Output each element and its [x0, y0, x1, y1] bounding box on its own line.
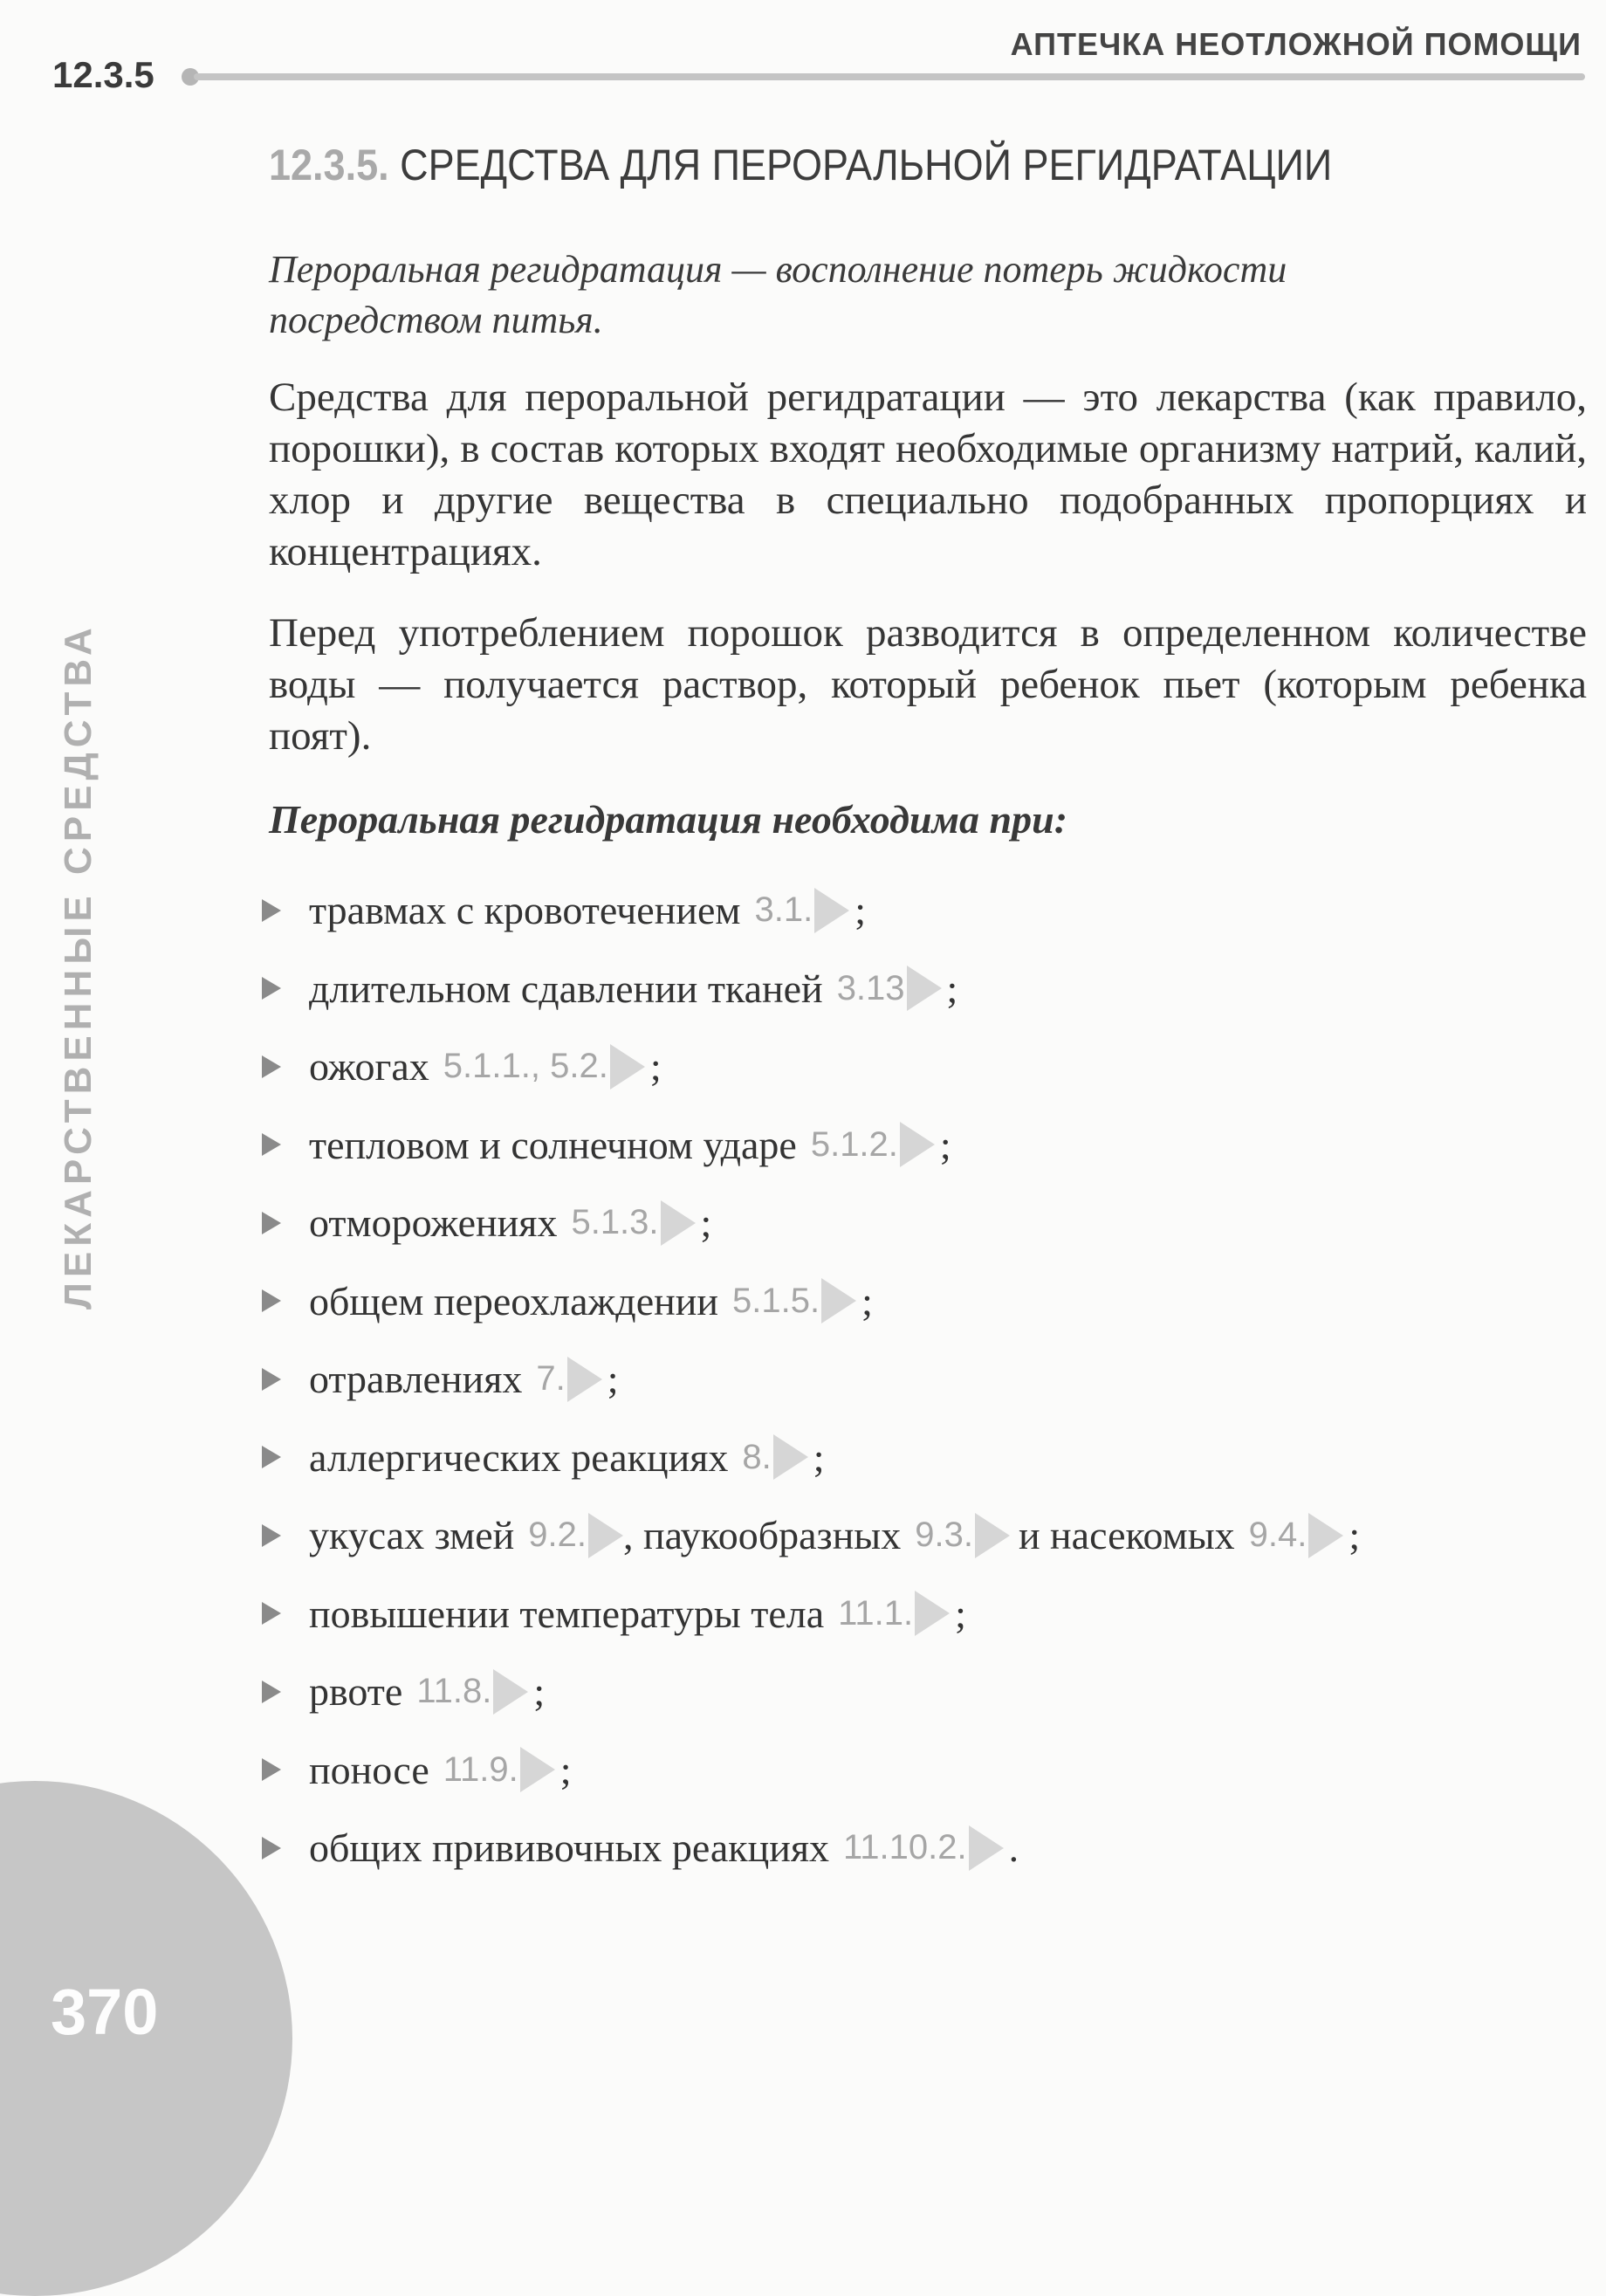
list-item-punctuation: ;: [1349, 1513, 1361, 1558]
cross-reference-link[interactable]: 5.1.1., 5.2.: [443, 1044, 645, 1090]
list-item: [258, 1184, 1360, 1262]
arrow-right-icon: [567, 1357, 602, 1402]
list-item: [258, 1106, 1360, 1185]
header-section-number: 12.3.5: [52, 54, 154, 95]
arrow-right-icon: [821, 1278, 856, 1323]
list-item: [258, 1809, 1360, 1887]
cross-reference-link[interactable]: 7.: [536, 1357, 601, 1402]
triangle-bullet-icon: [262, 1446, 281, 1468]
body-paragraph-1: Средства для пероральной регидратации — это лекарства (как правило, порошки), в состав которых входят необходимые организму натрий, калий, хлор и другие вещества в специально подобранных пропорциях и концентрациях.: [269, 375, 1587, 574]
list-item-text: общем переохлаждении: [309, 1278, 718, 1323]
header-rule: [194, 73, 1585, 80]
list-item-text: и насекомых: [1018, 1513, 1235, 1558]
cross-reference-link[interactable]: 3.13: [837, 966, 942, 1011]
arrow-right-icon: [588, 1513, 623, 1558]
triangle-bullet-icon: [262, 899, 281, 922]
list-item-text: повышении температуры тела: [309, 1591, 825, 1636]
cross-reference-link[interactable]: 11.1.: [838, 1591, 950, 1636]
list-item: [258, 1028, 1360, 1106]
triangle-bullet-icon: [262, 1289, 281, 1312]
list-item-punctuation: ;: [559, 1747, 572, 1792]
triangle-bullet-icon: [262, 1368, 281, 1391]
list-item-punctuation: ;: [533, 1669, 546, 1715]
definition-paragraph: Пероральная регидратация — восполнение потерь жидкости посредством питья.: [269, 248, 1287, 341]
list-item-punctuation: .: [1008, 1825, 1019, 1871]
list-item-text: ожогах: [309, 1044, 429, 1090]
list-item-text: отморожениях: [309, 1200, 558, 1246]
list-item: [258, 1419, 1360, 1497]
arrow-right-icon: [773, 1434, 808, 1480]
arrow-right-icon: [493, 1669, 528, 1715]
triangle-bullet-icon: [262, 1837, 281, 1859]
arrow-right-icon: [969, 1825, 1004, 1871]
section-title-number: 12.3.5.: [269, 141, 389, 189]
page-number: 370: [51, 1976, 159, 2048]
arrow-right-icon: [915, 1591, 950, 1636]
list-item-text: длительном сдавлении тканей: [309, 966, 823, 1011]
cross-reference-link[interactable]: 5.1.2.: [811, 1122, 935, 1167]
list-item-text: рвоте: [309, 1669, 403, 1715]
list-item: [258, 950, 1360, 1028]
list-item-punctuation: ;: [813, 1434, 825, 1480]
list-item-text: общих прививочных реакциях: [309, 1825, 830, 1871]
list-item-text: аллергических реакциях: [309, 1434, 729, 1480]
list-item: [258, 871, 1360, 950]
list-item-text: , паукообразных: [622, 1513, 902, 1558]
cross-reference-link[interactable]: 11.9.: [443, 1747, 555, 1792]
cross-reference-link[interactable]: 8.: [742, 1434, 807, 1480]
cross-reference-link[interactable]: 9.4.: [1249, 1513, 1344, 1558]
cross-reference-link[interactable]: 11.10.2.: [843, 1825, 1004, 1871]
list-item-text: укусах змей: [309, 1513, 515, 1558]
triangle-bullet-icon: [262, 1758, 281, 1781]
list-item-punctuation: ;: [946, 966, 958, 1011]
arrow-right-icon: [661, 1200, 696, 1246]
arrow-right-icon: [814, 888, 849, 933]
triangle-bullet-icon: [262, 1055, 281, 1078]
running-header-title: АПТЕЧКА НЕОТЛОЖНОЙ ПОМОЩИ: [1010, 26, 1582, 62]
arrow-right-icon: [1308, 1513, 1343, 1558]
list-item-punctuation: ;: [939, 1122, 951, 1167]
list-item: [258, 1340, 1360, 1419]
arrow-right-icon: [975, 1513, 1010, 1558]
triangle-bullet-icon: [262, 977, 281, 1000]
list-item: [258, 1653, 1360, 1731]
list-item: [258, 1575, 1360, 1653]
arrow-right-icon: [610, 1044, 645, 1090]
list-item-text: травмах с кровотечением: [309, 888, 741, 933]
section-title-text: СРЕДСТВА ДЛЯ ПЕРОРАЛЬНОЙ РЕГИДРАТАЦИИ: [400, 141, 1333, 189]
arrow-right-icon: [907, 966, 942, 1011]
list-item: [258, 1731, 1360, 1810]
cross-reference-link[interactable]: 9.3.: [915, 1513, 1010, 1558]
list-item: [258, 1496, 1360, 1575]
triangle-bullet-icon: [262, 1212, 281, 1234]
side-chapter-label: ЛЕКАРСТВЕННЫЕ СРЕДСТВА: [57, 622, 100, 1310]
list-item-punctuation: ;: [607, 1357, 619, 1402]
list-item-punctuation: ;: [700, 1200, 712, 1246]
list-item-text: отравлениях: [309, 1357, 523, 1402]
list-item-punctuation: ;: [861, 1278, 873, 1323]
body-paragraph-2: Перед употреблением порошок разводится в определенном количестве воды — получается раствор, который ребенок пьет (которым ребенка поят).: [269, 610, 1587, 759]
indications-list: [258, 871, 1360, 1887]
arrow-right-icon: [900, 1122, 935, 1167]
section-title: [269, 140, 1332, 190]
cross-reference-link[interactable]: 11.8.: [416, 1669, 528, 1715]
list-item-punctuation: ;: [854, 888, 866, 933]
cross-reference-link[interactable]: 5.1.5.: [732, 1278, 856, 1323]
arrow-right-icon: [520, 1747, 555, 1792]
triangle-bullet-icon: [262, 1133, 281, 1156]
triangle-bullet-icon: [262, 1681, 281, 1703]
list-item-text: поносе: [309, 1747, 429, 1792]
list-item: [258, 1262, 1360, 1341]
list-item-punctuation: ;: [649, 1044, 662, 1090]
triangle-bullet-icon: [262, 1524, 281, 1547]
cross-reference-link[interactable]: 5.1.3.: [571, 1200, 695, 1246]
triangle-bullet-icon: [262, 1602, 281, 1625]
list-subheading: Пероральная регидратация необходима при:: [269, 797, 1068, 842]
list-item-text: тепловом и солнечном ударе: [309, 1122, 797, 1167]
list-item-punctuation: ;: [955, 1591, 966, 1636]
cross-reference-link[interactable]: 3.1.: [754, 888, 849, 933]
cross-reference-link[interactable]: 9.2.: [528, 1513, 623, 1558]
